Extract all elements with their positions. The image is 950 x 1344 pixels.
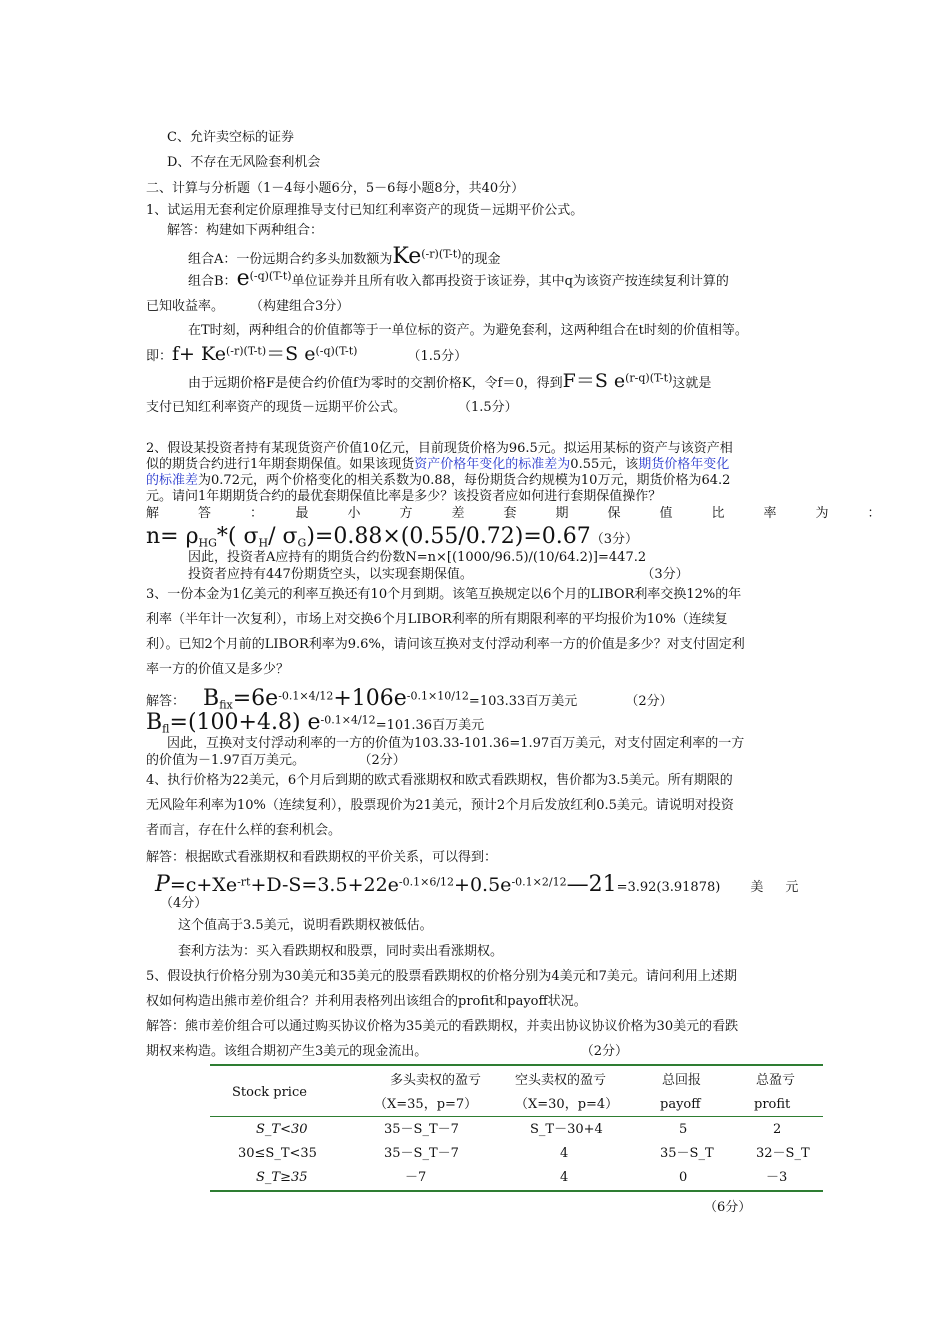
- q3-line-2: 利率（半年计一次复利），市场上对交换6个月LIBOR利率的所有期限利率的平均报价为10%（连续复: [146, 612, 728, 627]
- table-cell: 32－S_T: [756, 1146, 810, 1161]
- q1-combination-b: 组合B：$e^{(-q)(T-t)}$单位证券并且所有收入都再投资于该证券，其中q为该资产按连续复利计算的: [188, 266, 729, 291]
- q2-line-2: 似的期货合约进行1年期套期保值。如果该现货资产价格年变化的标准差为0.55元，该期货价格年变化: [146, 457, 730, 472]
- th-short-put: 空头卖权的盈亏: [515, 1073, 607, 1088]
- th-payoff-en: payoff: [660, 1097, 701, 1112]
- q2-equation: $n= \rho_{HG}*$( $\sigma_H/$ $\sigma_G)=0.88\times(0.55/0.72)=0.67(3$分）: [146, 524, 639, 550]
- q4-line-2: 无风险年利率为10%（连续复利），股票现价为21美元，预计2个月后发放红利0.5美元。请说明对投资: [146, 798, 734, 813]
- table-cell: 5: [679, 1122, 688, 1137]
- table-cell: 35－S_T－7: [384, 1122, 459, 1137]
- q3-conclusion-1: 因此，互换对支付浮动利率的一方的价值为103.33-101.36=1.97百万美元，对支付固定利率的一方: [167, 736, 745, 751]
- q2-line-4: 元。请问1年期期货合约的最优套期保值比率是多少？该投资者应如何进行套期保值操作？: [146, 489, 662, 504]
- q5-answer-2: 期权来构造。该组合期初产生3美元的现金流出。 （2分）: [146, 1044, 629, 1059]
- q4-undervalued: 这个值高于3.5美元，说明看跌期权被低估。: [178, 918, 433, 933]
- q5-line-1: 5、假设执行价格分别为30美元和35美元的股票看跌期权的价格分别为4美元和7美元。请问利用上述期: [146, 969, 737, 984]
- q4-equation: $P=c+Xe^{-rt}+D-S=3.5+22e^{-0.1\times 6/12}+0.5e^{-0.1\times 2/12}—21=3.92(3.91878)$ 美 元: [155, 872, 799, 897]
- table-cell: 35－S_T: [660, 1146, 714, 1161]
- q5-final-score: （6分）: [704, 1200, 752, 1215]
- q2-line-1: 2、假设某投资者持有某现货资产价值10亿元，目前现货价格为96.5元。拟运用某标的资产与该资产相: [146, 441, 733, 456]
- table-cell: S_T<30: [256, 1122, 308, 1137]
- th-profit-cn: 总盈亏: [756, 1073, 796, 1088]
- table-cell: S_T≥35: [256, 1170, 308, 1185]
- q2-conclusion: 投资者应持有447份期货空头，以实现套期保值。 （3分）: [188, 567, 689, 582]
- q1-equation: 即：$f+ Ke^{(-r)(T-t)}=S$ $e^{(-q)(T-t)}$ （1.5分）: [146, 343, 468, 365]
- q1-answer-intro: 解答：构建如下两种组合：: [167, 223, 324, 238]
- table-bottom-rule: [210, 1190, 823, 1192]
- table-cell: 35－S_T－7: [384, 1146, 459, 1161]
- th-payoff-cn: 总回报: [662, 1073, 702, 1088]
- th-long-put: 多头卖权的盈亏: [390, 1073, 482, 1088]
- table-cell: S_T－30+4: [530, 1122, 603, 1137]
- th-long-put-params: （X=35，p=7）: [374, 1097, 478, 1112]
- q1-combination-a: 组合A：一份远期合约多头加数额为$Ke^{(-r)(T-t)}$的现金: [188, 244, 501, 269]
- q2-line-3: 的标准差为0.72元，两个价格变化的相关系数为0.88，每份期货合约规模为10万元，期货价格为64.2: [146, 473, 731, 488]
- q4-answer-intro: 解答：根据欧式看涨期权和看跌期权的平价关系，可以得到：: [146, 850, 498, 865]
- q3-bfix: 解答： $B_{fix}=6e^{-0.1\times 4/12}+106e^{-0.1\times 10/12}=103.33$百万美元 （2分）: [146, 686, 673, 712]
- q3-line-4: 率一方的价值又是多少？: [146, 662, 290, 677]
- q3-bfl: $B_{fl}=(100+4.8)$ $e^{-0.1\times 4/12}=101.36$百万美元: [146, 710, 485, 736]
- th-profit-en: profit: [754, 1097, 791, 1112]
- option-c: C、允许卖空标的证券: [167, 130, 294, 145]
- th-short-put-params: （X=30，p=4）: [515, 1097, 619, 1112]
- q3-line-3: 利）。已知2个月前的LIBOR利率为9.6%，请问该互换对支付浮动利率一方的价值是多少？对支付固定利: [146, 637, 745, 652]
- q1-forward-cont: 支付已知红利率资产的现货－远期平价公式。 （1.5分）: [146, 400, 518, 415]
- q2-contracts: 因此，投资者A应持有的期货合约份数N=n×[(1000/96.5)/(10/64.2)]=447.2: [188, 550, 647, 565]
- q4-line-1: 4、执行价格为22美元，6个月后到期的欧式看涨期权和欧式看跌期权，售价都为3.5美元。所有期限的: [146, 773, 733, 788]
- table-cell: 30≤S_T<35: [238, 1146, 317, 1161]
- section-title: 二、计算与分析题（1－4每小题6分，5－6每小题8分，共40分）: [146, 181, 525, 196]
- q5-answer-1: 解答：熊市差价组合可以通过购买协议价格为35美元的看跌期权，并卖出协议协议价格为30美元的看跌: [146, 1019, 739, 1034]
- q1-question: 1、试运用无套利定价原理推导支付已知红利率资产的现货－远期平价公式。: [146, 203, 584, 218]
- th-stock-price: Stock price: [232, 1085, 307, 1100]
- table-cell: －7: [405, 1170, 427, 1185]
- q3-line-1: 3、一份本金为1亿美元的利率互换还有10个月到期。该笔互换规定以6个月的LIBOR利率交换12%的年: [146, 587, 742, 602]
- q1-forward-price: 由于远期价格F是使合约价值f为零时的交割价格K，令f＝0，得到F＝S $e^{(r-q)(T-t)}$这就是: [188, 370, 712, 392]
- table-cell: 4: [560, 1146, 569, 1161]
- q2-answer-intro: 解 答 ： 最 小 方 差 套 期 保 值 比 率 为 ：: [146, 506, 881, 521]
- table-cell: 0: [679, 1170, 688, 1185]
- option-d: D、不存在无风险套利机会: [167, 155, 321, 170]
- q4-arbitrage: 套利方法为：买入看跌期权和股票，同时卖出看涨期权。: [178, 944, 504, 959]
- table-cell: 2: [773, 1122, 782, 1137]
- q1-combination-b-cont: 已知收益率。 （构建组合3分）: [146, 299, 350, 314]
- table-cell: 4: [560, 1170, 569, 1185]
- table-cell: －3: [766, 1170, 788, 1185]
- table-header-rule: [210, 1116, 823, 1117]
- q5-line-2: 权如何构造出熊市差价组合？并利用表格列出该组合的profit和payoff状况。: [146, 994, 587, 1009]
- table-top-rule: [210, 1064, 823, 1066]
- q4-line-3: 者而言，存在什么样的套利机会。: [146, 823, 342, 838]
- q1-time-T: 在T时刻，两种组合的价值都等于一单位标的资产。为避免套利，这两种组合在t时刻的价值相等。: [188, 323, 748, 338]
- q4-score: （4分）: [160, 896, 208, 911]
- q3-conclusion-2: 的价值为－1.97百万美元。 （2分）: [146, 753, 406, 768]
